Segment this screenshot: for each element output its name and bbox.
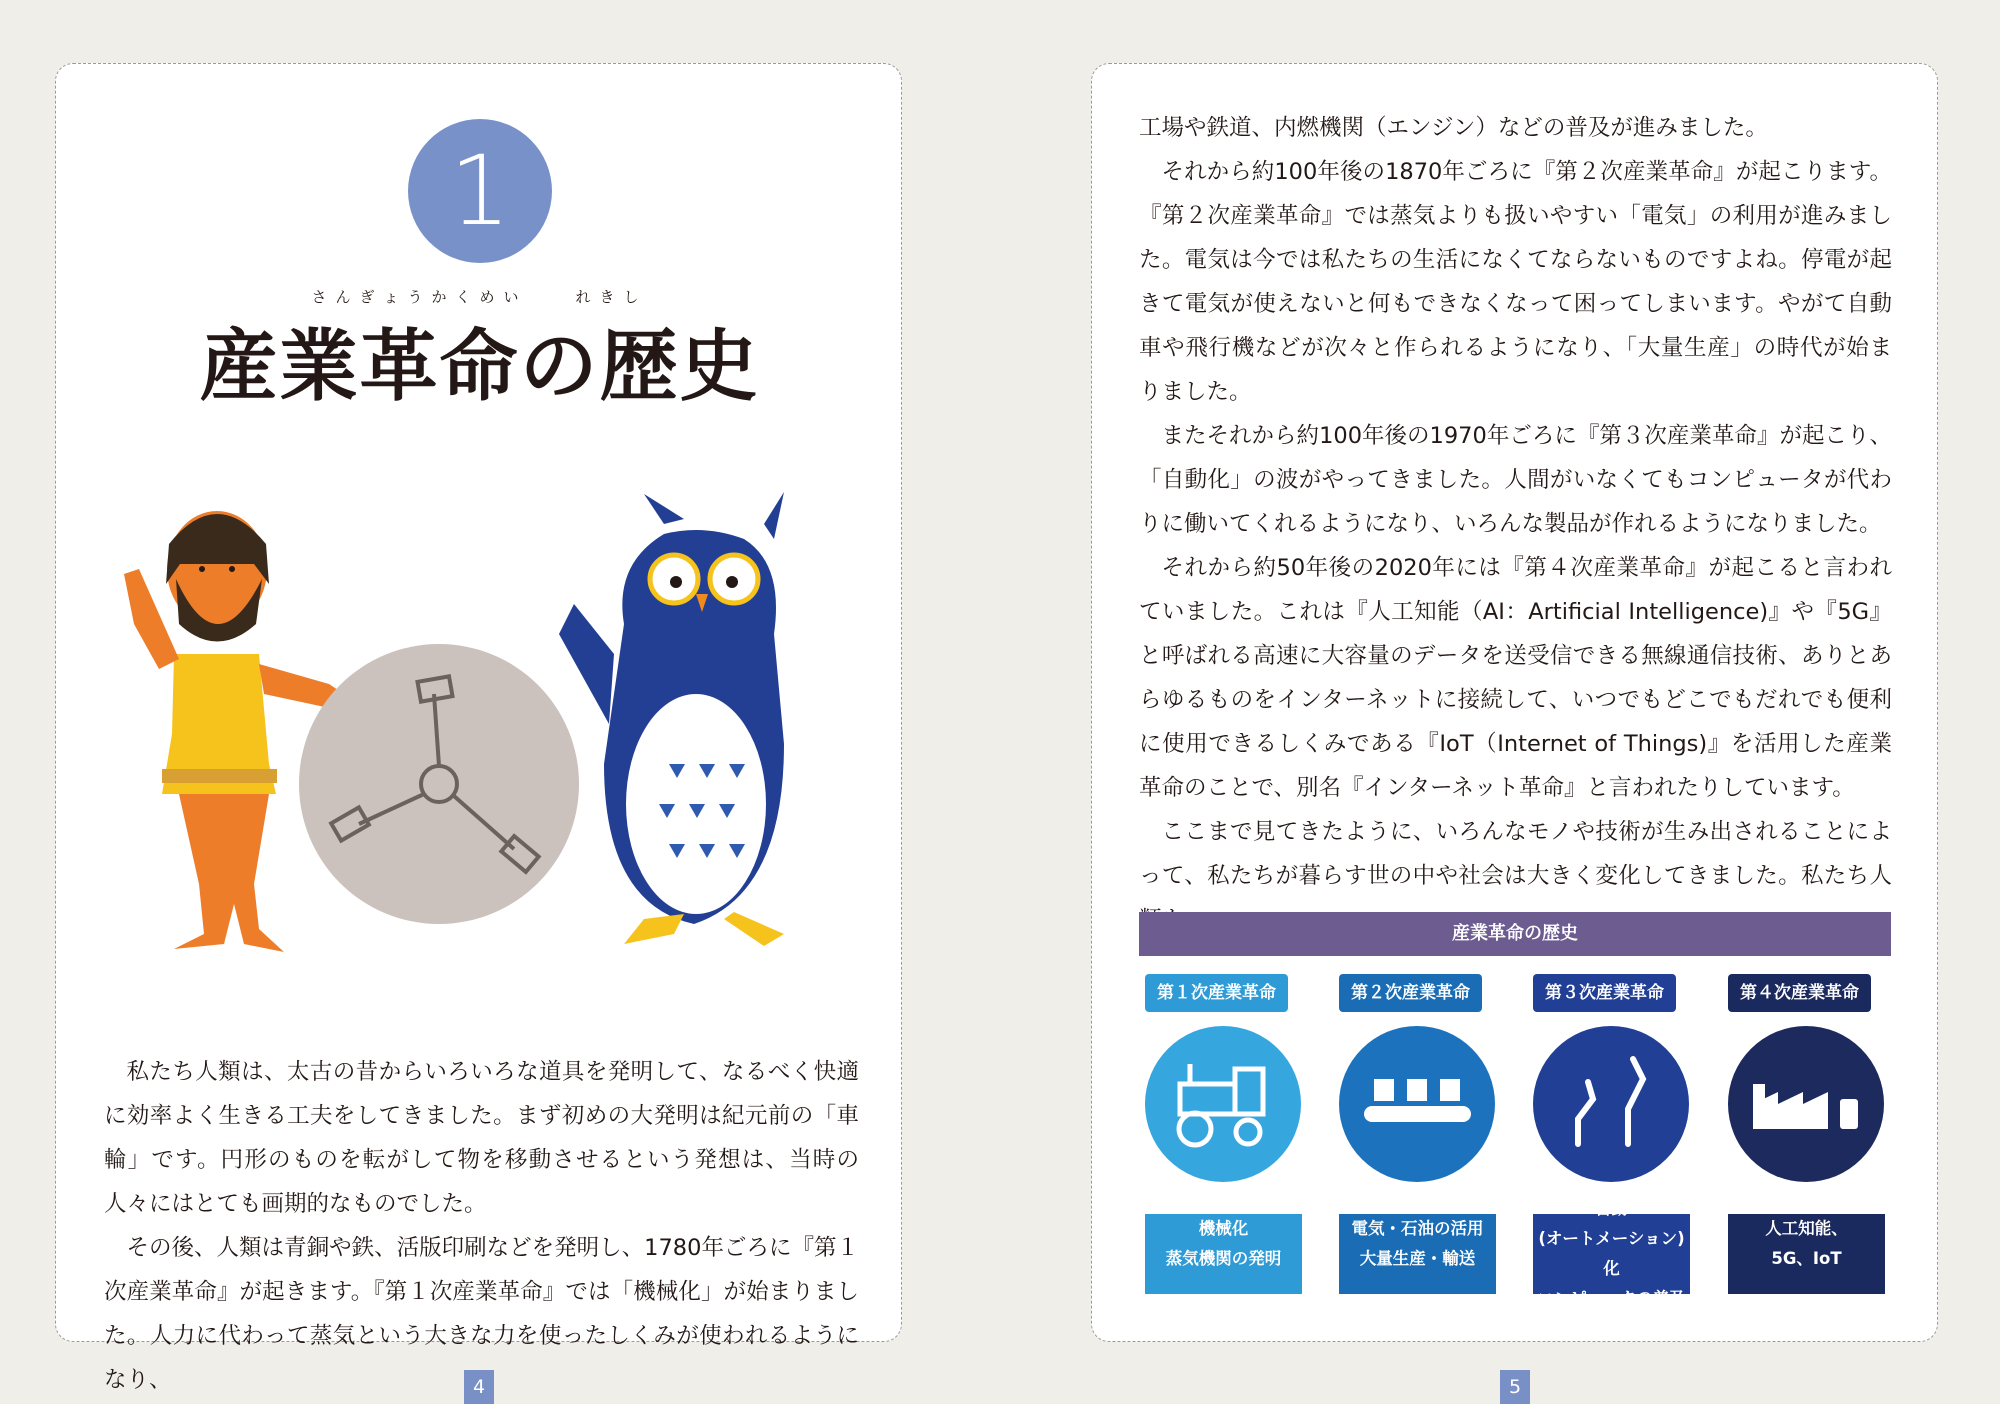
page-title: 産業革命の歴史 [199,322,760,412]
page-number-left: 4 [464,1370,494,1404]
caption-line: 電気・石油の活用 [1351,1219,1484,1238]
page-number-right: 5 [1500,1370,1530,1404]
revolution-caption [1728,1214,1885,1274]
revolution-label: 第２次産業革命 [1339,974,1482,1012]
steam-locomotive-icon [1145,1024,1302,1214]
caption-line: コンピュータの普及 [1537,1289,1686,1308]
paragraph: それから約50年後の2020年には『第４次産業革命』が起こると言われていました。これは『人工知能（AI：Artificial Intelligence)』や『5G』と呼ばれる高速に大容量のデータを送受信できる無線通信技術、ありとあらゆるものをインターネットに接続して、いつでもどこでもだれでも便利に使用できるしくみである『IoT（Internet of Things)』を活用した産業革命のことで、別名『インターネット革命』と言われたりしています。 [1139,555,1892,801]
revolution-card-body [1728,1024,1885,1294]
caption-line: 大量生産・輸送 [1359,1249,1476,1268]
paragraph: 工場や鉄道、内燃機関（エンジン）などの普及が進みました。 [1139,115,1768,141]
paragraph: 私たち人類は、太古の昔からいろいろな道具を発明して、なるべく快適に効率よく生きる工夫をしてきました。まず初めの大発明は紀元前の「車輪」です。円形のものを転がして物を移動させるという発想は、当時の人々にはとても画期的なものでした。 [104,1059,859,1217]
right-page [1091,63,1938,1342]
caption-line: 自動 [1595,1199,1628,1218]
paragraph: またそれから約100年後の1970年ごろに『第３次産業革命』が起こり、「自動化」の波がやってきました。人間がいなくてもコンピュータが代わりに働いてくれるようになり、いろんな製品が作れるようになりました。 [1139,423,1892,537]
revolution-card-body [1145,1024,1302,1294]
revolution-card-body [1533,1024,1690,1308]
caption-line: 5G、IoT [1771,1249,1842,1268]
caption-line: (オートメーション)化 [1538,1229,1685,1278]
robot-arm-icon [1533,1024,1690,1214]
left-body-text [104,1050,859,1402]
stone-wheel [299,644,579,924]
paragraph: ここまで見てきたように、いろんなモノや技術が生み出されることによって、私たちが暮らす世の中や社会は大きく変化してきました。私たち人 [1139,819,1892,889]
right-body-text [1139,106,1892,942]
conveyor-belt-icon [1339,1024,1496,1214]
revolution-card-3 [1533,974,1690,1308]
revolution-label: 第３次産業革命 [1533,974,1676,1012]
revolution-card-2 [1339,974,1496,1294]
revolution-label: 第１次産業革命 [1145,974,1288,1012]
caption-line: 機械化 [1198,1219,1249,1238]
revolution-caption [1145,1214,1302,1274]
timeline-title: 産業革命の歴史 [1139,912,1891,956]
revolution-caption [1339,1214,1496,1274]
caption-line: 蒸気機関の発明 [1165,1249,1282,1268]
industrial-revolution-timeline [1139,912,1891,1308]
smart-factory-icon [1728,1024,1885,1214]
revolution-card-body [1339,1024,1496,1294]
revolution-caption [1533,1194,1690,1314]
chapter-number-badge: 1 [408,119,552,263]
paragraph: それから約100年後の1870年ごろに『第２次産業革命』が起こります。『第２次産業革命』では蒸気よりも扱いやすい「電気」の利用が進みました。電気は今では私たちの生活になくてならないものですよね。停電が起きて電気が使えないと何もできなくなって困ってしまいます。やがて自動車や飛行機などが次々と作られるようになり、「大量生産」の時代が始まりました。 [1139,159,1892,405]
left-page [55,63,902,1393]
revolution-label: 第４次産業革命 [1728,974,1871,1012]
revolution-card-4 [1728,974,1885,1294]
caveman-wheel-owl-illustration [84,464,874,984]
revolution-card-1 [1145,974,1302,1294]
title-ruby: さんぎょうかくめい れきし [311,288,648,306]
caption-line: 人工知能、 [1765,1219,1848,1238]
paragraph: その後、人類は青銅や鉄、活版印刷などを発明し、1780年ごろに『第１次産業革命』が起きます。『第１次産業革命』では「機械化」が始まりました。人力に代わって蒸気という大きな力を使ったしくみが使われるようになり、 [104,1235,859,1393]
owl-figure [559,492,784,946]
